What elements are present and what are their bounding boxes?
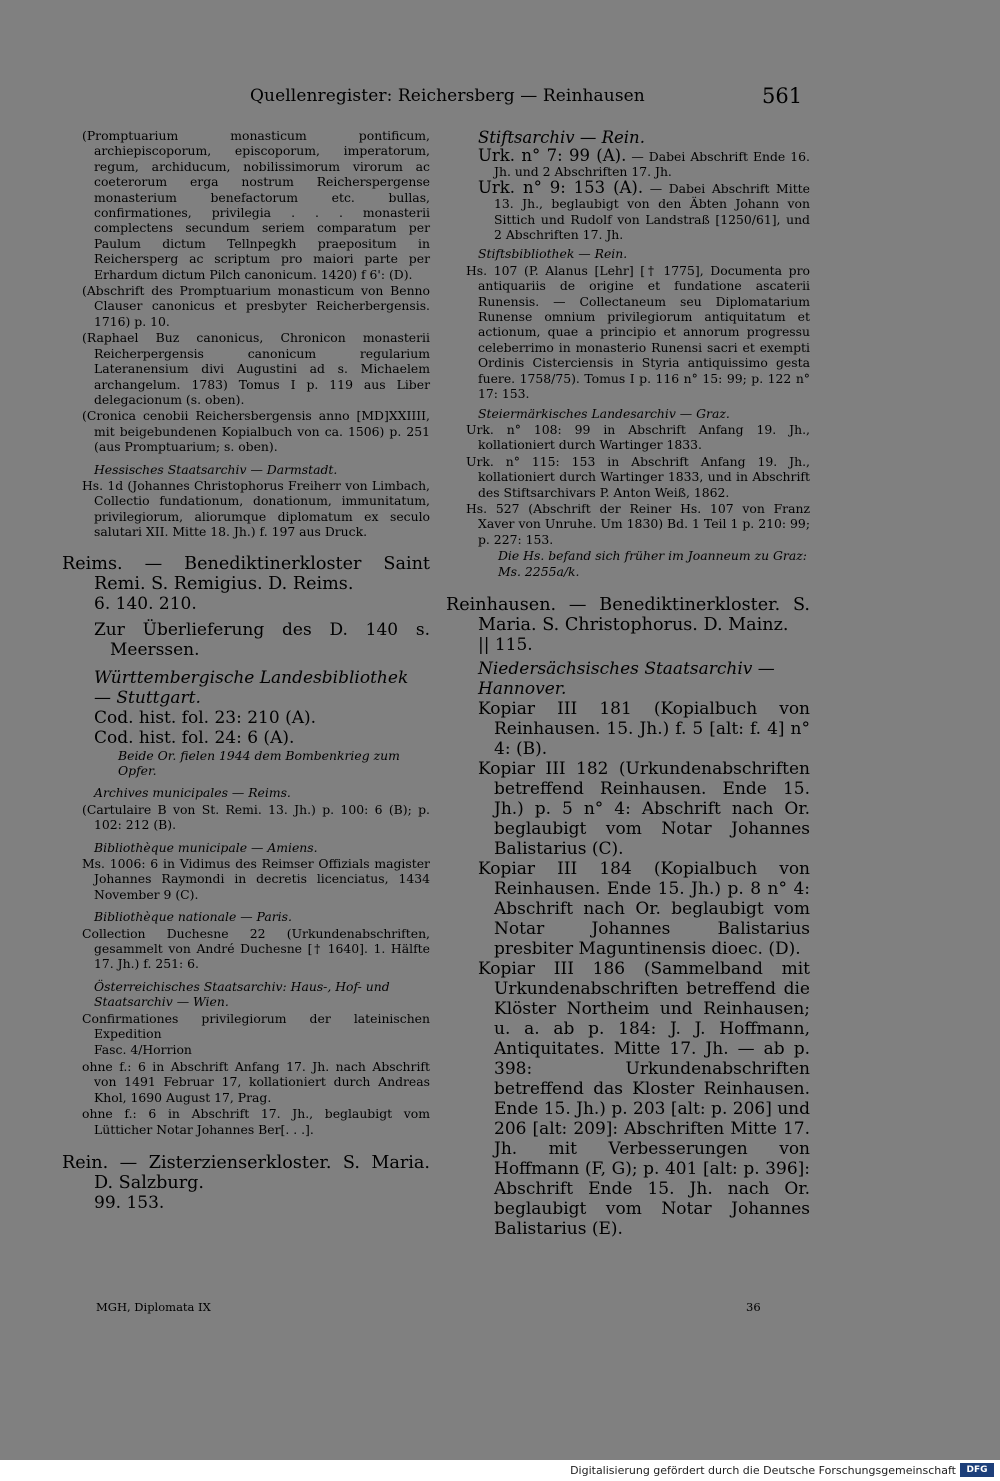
list-item <box>446 148 810 180</box>
list-item: Fasc. 4/Horrion <box>94 1042 192 1058</box>
list-item: Confirmationes privilegiorum der lateinischen Expedition <box>82 1010 430 1042</box>
list-item: Ms. 1006: 6 in Vidimus des Reimser Offizials magister Johannes Raymondi in decretis licenciatus, 1434 November 9 (C). <box>82 856 430 902</box>
archive-heading: Archives municipales — Reims. <box>94 785 291 801</box>
list-item: Kopiar III 184 (Kopialbuch von Reinhausen. Ende 15. Jh.) p. 8 n° 4: Abschrift nach Or. beglaubigt vom Notar Johannes Balistarius presbiter Maguntinensis dioec. (D). <box>478 858 810 959</box>
archive-heading: Steiermärkisches Landesarchiv — Graz. <box>478 405 730 421</box>
running-title: Quellenregister: Reichersberg — Reinhausen <box>250 86 645 106</box>
list-item: Cod. hist. fol. 23: 210 (A). <box>94 707 317 728</box>
urk-lead: Urk. n° 7: 99 (A). <box>478 146 627 165</box>
list-item: (Promptuarium monasticum pontificum, archiepiscoporum, episcoporum, imperatorum, regum, archiducum, nobilissimorum virorum ac coeterorum erga nostrum Reicherspergense monasterium benefactorum etc. bullas, confirmationes, privilegia . . . monasterii complectens secundum seriem comparatum per Paulum dictum Tellnpegkh praepositum in Reichersperg ac scriptum pro maiori parte per Erhardum dictum Pilch canonicum. 1420) f 6': (D). <box>82 128 430 282</box>
reichersberg-items <box>62 128 430 455</box>
footer-series: MGH, Diplomata IX <box>96 1300 211 1314</box>
list-item <box>446 177 810 243</box>
lemma-reims: Reims. — Benediktinerkloster Saint Remi. S. Remigius. D. Reims. <box>62 553 430 594</box>
list-item: Kopiar III 181 (Kopialbuch von Reinhausen. 15. Jh.) f. 5 [alt: f. 4] n° 4: (B). <box>478 698 810 759</box>
archive-heading: Österreichisches Staatsarchiv: Haus-, Hof- und Staatsarchiv — Wien. <box>94 978 390 1010</box>
archive-heading: Bibliothèque nationale — Paris. <box>94 909 292 925</box>
list-item: Hs. 527 (Abschrift der Reiner Hs. 107 von Franz Xaver von Unruhe. Um 1830) Bd. 1 Teil 1 p. 210: 99; p. 227: 153. <box>466 500 810 547</box>
list-item: Cod. hist. fol. 24: 6 (A). <box>94 727 295 748</box>
archive-heading: Niedersächsisches Staatsarchiv — Hannover. <box>478 658 775 699</box>
footer-signature: 36 <box>746 1300 761 1314</box>
lemma-note: Zur Überlieferung des D. 140 s. Meerssen. <box>94 619 430 660</box>
list-item: Hs. 107 (P. Alanus [Lehr] [† 1775], Documenta pro antiquariis de origine et fundatione ascaterii Runensis. — Collectaneum seu Diplomatarium Runense omnium privilegiorum antiquitatum et actionum, quae a principio et annorum progressu celeberrimo in monasterio Runensi sacri et exempti Ordinis Cisterciensis in Styria antiquissimo gesta fuere. 1758/75). Tomus I p. 116 n° 15: 99; p. 122 n° 17: 153. <box>466 262 810 402</box>
urk-lead: Urk. n° 9: 153 (A). <box>478 177 644 197</box>
list-item: ohne f.: 6 in Abschrift 17. Jh., beglaubigt vom Lütticher Notar Johannes Ber[. . .]. <box>82 1106 430 1137</box>
right-column <box>446 128 810 1239</box>
list-item: Kopiar III 186 (Sammelband mit Urkundenabschriften betreffend die Klöster Northeim und Reinhausen; u. a. ab p. 184: J. J. Hoffmann, Antiquitates. Mitte 17. Jh. — ab p. 398: Urkundenabschriften betreffend das Kloster Reinhausen. Ende 15. Jh.) p. 203 [alt: p. 206] und 206 [alt: 209]: Abschriften Mitte 17. Jh. mit Verbesserungen von Hoffmann (F, G); p. 401 [alt: p. 396]: Abschrift Ende 15. Jh. nach Or. beglaubigt vom Notar Johannes Balistarius (E). <box>478 958 811 1239</box>
list-item: ohne f.: 6 in Abschrift Anfang 17. Jh. nach Abschrift von 1491 Februar 17, kollationiert durch Andreas Khol, 1690 August 17, Prag. <box>82 1058 430 1105</box>
archive-heading: Stiftsbibliothek — Rein. <box>478 246 628 262</box>
page-number: 561 <box>762 84 803 108</box>
archive-heading: Württembergische Landesbibliothek — Stuttgart. <box>94 667 409 708</box>
urk-text: — Dabei Abschrift Ende 16. Jh. und 2 Abschriften 17. Jh. <box>494 149 810 180</box>
lemma-refs: 99. 153. <box>94 1192 165 1213</box>
archive-heading: Hessisches Staatsarchiv — Darmstadt. <box>94 461 338 477</box>
left-column <box>62 128 430 1213</box>
list-item: Hs. 1d (Johannes Christophorus Freiherr von Limbach, Collectio fundationum, donationum, immunitatum, privilegiorum, aliorumque diplomatum ex seculo salutari XII. Mitte 18. Jh.) f. 197 aus Druck. <box>82 477 430 540</box>
note: Die Hs. befand sich früher im Joanneum zu Graz: Ms. 2255a/k. <box>498 548 807 579</box>
archive-heading: Bibliothèque municipale — Amiens. <box>94 839 318 855</box>
list-item: (Raphael Buz canonicus, Chronicon monasterii Reicherpergensis canonicum regularium Lateranensium divi Augustini ad s. Michaelem archangelum. 1783) Tomus I p. 119 aus Liber delegacionum (s. oben). <box>82 330 430 407</box>
lemma-refs: 6. 140. 210. <box>94 593 197 614</box>
list-item: (Abschrift des Promptuarium monasticum von Benno Clauser canonicus et presbyter Reicherbergensis. 1716) p. 10. <box>82 283 430 329</box>
list-item: (Cronica cenobii Reichersbergensis anno [MD]XXIIII, mit beigebundenen Kopialbuch von ca. 1506) p. 251 (aus Promptuarium; s. oben). <box>82 408 430 455</box>
list-item: Urk. n° 108: 99 in Abschrift Anfang 19. Jh., kollationiert durch Wartinger 1833. <box>466 421 810 453</box>
dfg-logo[interactable]: DFG <box>960 1463 994 1477</box>
archive-heading: Stiftsarchiv — Rein. <box>478 128 645 147</box>
dfg-bar <box>0 1460 1000 1481</box>
note: Beide Or. fielen 1944 dem Bombenkrieg zum Opfer. <box>118 747 400 778</box>
lemma-refs: || 115. <box>478 634 533 655</box>
list-item: Urk. n° 115: 153 in Abschrift Anfang 19. Jh., kollationiert durch Wartinger 1833, und in Abschrift des Stiftsarchivars P. Anton Weiß, 1862. <box>466 453 810 500</box>
lemma-reinhausen: Reinhausen. — Benediktinerkloster. S. Maria. S. Christophorus. D. Mainz. <box>446 594 810 635</box>
dfg-credit: Digitalisierung gefördert durch die Deutsche Forschungsgemeinschaft <box>570 1464 956 1477</box>
list-item: Kopiar III 182 (Urkundenabschriften betreffend Reinhausen. Ende 15. Jh.) p. 5 n° 4: Abschrift nach Or. beglaubigt vom Notar Johannes Balistarius (C). <box>478 758 810 859</box>
lemma-rein: Rein. — Zisterzienserkloster. S. Maria. D. Salzburg. <box>62 1152 430 1193</box>
list-item: (Cartulaire B von St. Remi. 13. Jh.) p. 100: 6 (B); p. 102: 212 (B). <box>82 801 430 833</box>
urk-text: — Dabei Abschrift Mitte 13. Jh., beglaubigt von den Äbten Johann von Sittich und Rudolf von Landstraß [1250/61], und 2 Abschriften 17. Jh. <box>494 180 810 243</box>
list-item: Collection Duchesne 22 (Urkundenabschriften, gesammelt von André Duchesne [† 1640]. 1. Hälfte 17. Jh.) f. 251: 6. <box>82 925 430 972</box>
